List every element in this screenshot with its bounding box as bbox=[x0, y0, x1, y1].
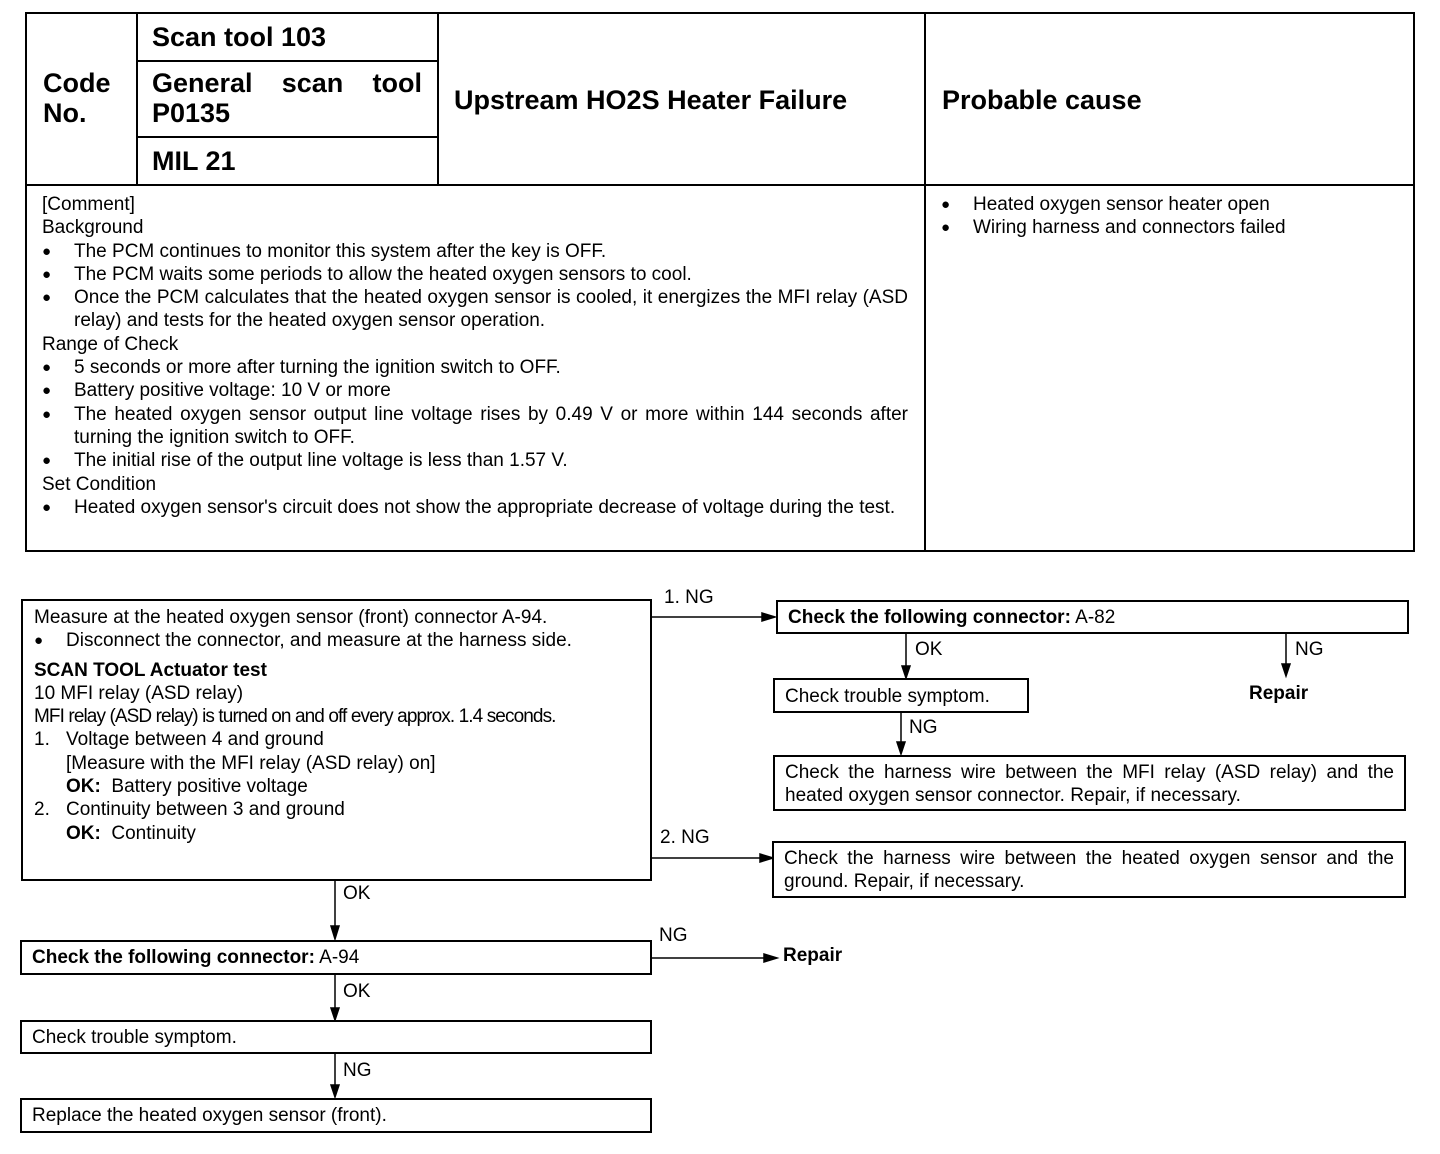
arrow-head bbox=[762, 613, 775, 621]
set-condition-label: Set Condition bbox=[42, 473, 157, 495]
ok-value: Continuity bbox=[111, 822, 196, 844]
connector-id: A-82 bbox=[1075, 607, 1116, 628]
range-item: ● The heated oxygen sensor output line voltage rises by 0.49 V or more within 144 seconds after turning the ignition switch to OFF. bbox=[42, 403, 908, 450]
connector-id: A-94 bbox=[319, 947, 360, 968]
arrow-head bbox=[897, 742, 905, 754]
item-text: Continuity between 3 and ground bbox=[66, 799, 345, 821]
check-trouble-symptom-bottom: Check trouble symptom. bbox=[20, 1020, 652, 1054]
background-item: ● The PCM waits some periods to allow the heated oxygen sensors to cool. bbox=[42, 263, 908, 286]
background-item: ● Once the PCM calculates that the heated oxygen sensor is cooled, it energizes the MFI relay (ASD relay) and tests for the heated oxygen sensor operation. bbox=[42, 286, 908, 333]
label-ng-a82: NG bbox=[1295, 639, 1324, 660]
repair-label-bottom: Repair bbox=[783, 945, 843, 966]
check-item-1-ok bbox=[34, 775, 642, 798]
check-item-1 bbox=[34, 728, 642, 751]
range-label: Range of Check bbox=[42, 333, 179, 355]
background-item: ● The PCM continues to monitor this system after the key is OFF. bbox=[42, 240, 908, 263]
arrow-head bbox=[902, 666, 910, 678]
cause-item: ● Heated oxygen sensor heater open bbox=[941, 193, 1401, 216]
check-harness-ground: Check the harness wire between the heated oxygen sensor and the ground. Repair, if necessary. bbox=[772, 841, 1406, 898]
main-measure-step bbox=[21, 599, 652, 881]
item-number: 2. bbox=[34, 799, 50, 821]
arrow-head bbox=[764, 954, 777, 962]
arrow-head bbox=[331, 1008, 339, 1020]
item-text: Voltage between 4 and ground bbox=[66, 729, 324, 751]
label-ng-a94: NG bbox=[659, 925, 688, 946]
item-number: 1. bbox=[34, 729, 50, 751]
check-item-2 bbox=[34, 798, 642, 821]
label-2ng: 2. NG bbox=[660, 827, 710, 848]
main-step-line: Measure at the heated oxygen sensor (front) connector A-94. bbox=[34, 607, 548, 628]
label-ng-trouble: NG bbox=[909, 717, 938, 738]
set-condition-item: ● Heated oxygen sensor's circuit does not show the appropriate decrease of voltage during the test. bbox=[42, 496, 908, 519]
relay-note: MFI relay (ASD relay) is turned on and off every approx. 1.4 seconds. bbox=[34, 706, 556, 728]
label-1ng: 1. NG bbox=[664, 587, 714, 608]
mil-code: MIL 21 bbox=[152, 146, 236, 176]
range-item: ● 5 seconds or more after turning the ignition switch to OFF. bbox=[42, 356, 908, 379]
label-ok-a82: OK bbox=[915, 639, 943, 660]
check-item-2-ok bbox=[34, 822, 642, 845]
repair-label-right: Repair bbox=[1249, 683, 1309, 704]
check-connector-label: Check the following connector: bbox=[32, 947, 315, 968]
label-ng-bottom: NG bbox=[343, 1060, 372, 1081]
probable-cause-heading: Probable cause bbox=[942, 85, 1142, 115]
relay-line: 10 MFI relay (ASD relay) bbox=[34, 682, 244, 704]
check-harness-mfi: Check the harness wire between the MFI relay (ASD relay) and the heated oxygen sensor connector. Repair, if necessary. bbox=[773, 755, 1406, 811]
scan-tool-103: Scan tool 103 bbox=[152, 22, 327, 52]
scan-tool-title: SCAN TOOL Actuator test bbox=[34, 659, 267, 681]
ok-label: OK: bbox=[66, 822, 101, 844]
ok-label: OK: bbox=[66, 776, 101, 798]
background-label: Background bbox=[42, 217, 144, 239]
comment-label: [Comment] bbox=[42, 194, 135, 215]
ok-value: Battery positive voltage bbox=[111, 776, 308, 798]
check-connector-a94 bbox=[20, 940, 652, 975]
general-scan-tool: General scan tool P0135 bbox=[152, 68, 422, 128]
check-connector-label: Check the following connector: bbox=[788, 607, 1071, 628]
arrow-head bbox=[1282, 664, 1290, 676]
check-item-1-sub: [Measure with the MFI relay (ASD relay) on] bbox=[66, 752, 436, 774]
range-item: ● The initial rise of the output line voltage is less than 1.57 V. bbox=[42, 449, 908, 472]
code-no-label: Code No. bbox=[43, 68, 111, 128]
page-title: Upstream HO2S Heater Failure bbox=[454, 85, 848, 115]
check-connector-a82 bbox=[776, 600, 1409, 634]
arrow-head bbox=[331, 926, 339, 939]
main-step-bullet: ● Disconnect the connector, and measure at the harness side. bbox=[34, 629, 642, 652]
replace-sensor-step: Replace the heated oxygen sensor (front). bbox=[20, 1098, 652, 1133]
label-ok-main: OK bbox=[343, 883, 371, 904]
arrow-head bbox=[331, 1085, 339, 1097]
check-trouble-symptom-right: Check trouble symptom. bbox=[773, 678, 1029, 713]
cause-item: ● Wiring harness and connectors failed bbox=[941, 216, 1401, 239]
label-ok-a94: OK bbox=[343, 981, 371, 1002]
range-item: ● Battery positive voltage: 10 V or more bbox=[42, 379, 908, 402]
